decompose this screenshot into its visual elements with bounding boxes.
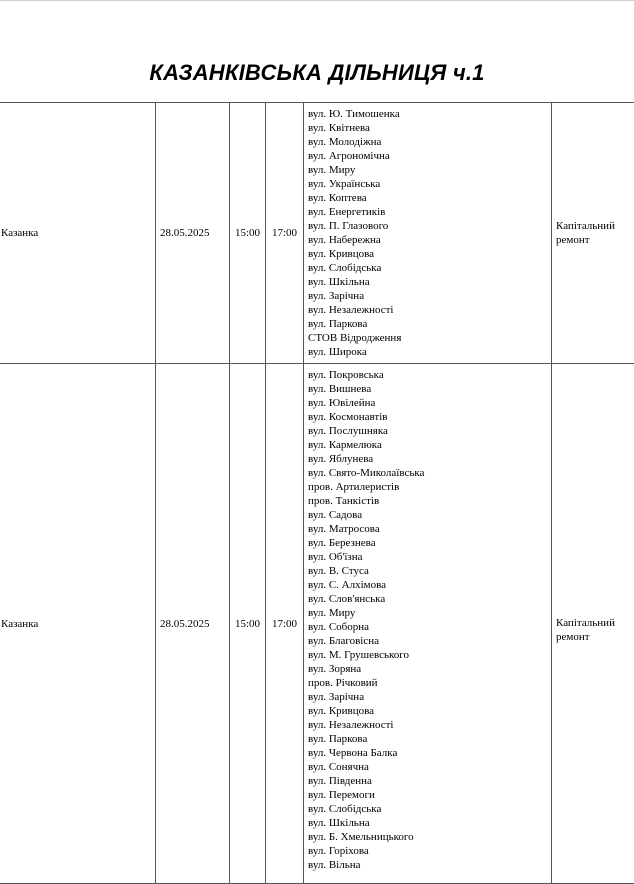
street-item: вул. Об'їзна xyxy=(308,551,363,563)
start-time-cell: 15:00 xyxy=(230,364,266,884)
street-item: вул. Свято-Миколаївська xyxy=(308,467,425,479)
page-title: КАЗАНКІВСЬКА ДІЛЬНИЦЯ ч.1 xyxy=(149,60,485,85)
settlement-cell: Казанка xyxy=(0,103,156,364)
street-item: вул. Березнева xyxy=(308,537,376,549)
street-item: вул. Коптева xyxy=(308,192,367,204)
reason-cell xyxy=(552,103,634,364)
street-item: вул. Шкільна xyxy=(308,276,370,288)
street-item: вул. Червона Балка xyxy=(308,747,398,759)
reason-line-2: ремонт xyxy=(556,234,590,246)
street-item: вул. Шкільна xyxy=(308,817,370,829)
streets-cell xyxy=(304,364,552,884)
street-item: вул. Послушняка xyxy=(308,425,388,437)
end-time-cell: 17:00 xyxy=(266,103,304,364)
streets-cell xyxy=(304,103,552,364)
street-item: вул. Покровська xyxy=(308,369,384,381)
street-item: вул. С. Алхімова xyxy=(308,579,387,591)
date-cell: 28.05.2025 xyxy=(156,364,230,884)
street-item: СТОВ Відродження xyxy=(308,332,402,344)
street-item: вул. Кривцова xyxy=(308,705,375,717)
street-item: вул. Сонячна xyxy=(308,761,369,773)
street-item: вул. Набережна xyxy=(308,234,381,246)
street-item: вул. Садова xyxy=(308,509,363,521)
street-item: вул. Зарічна xyxy=(308,691,365,703)
street-item: вул. Вільна xyxy=(308,859,361,871)
street-item: вул. Соборна xyxy=(308,621,370,633)
street-item: вул. П. Глазового xyxy=(308,220,389,232)
street-item: вул. В. Стуса xyxy=(308,565,369,577)
date-cell: 28.05.2025 xyxy=(156,103,230,364)
street-item: вул. Зарічна xyxy=(308,290,365,302)
street-item: вул. Кармелюка xyxy=(308,439,382,451)
reason-line-1: Капітальний xyxy=(556,220,615,232)
street-item: вул. Горіхова xyxy=(308,845,369,857)
street-item: вул. Зоряна xyxy=(308,663,362,675)
street-item: вул. Миру xyxy=(308,164,356,176)
street-item: вул. Незалежності xyxy=(308,719,394,731)
street-item: вул. Незалежності xyxy=(308,304,394,316)
street-item: вул. М. Грушевського xyxy=(308,649,410,661)
street-item: вул. Вишнева xyxy=(308,383,372,395)
street-item: вул. Благовісна xyxy=(308,635,380,647)
street-item: вул. Слобідська xyxy=(308,803,382,815)
street-item: вул. Агрономічна xyxy=(308,150,390,162)
street-item: вул. Слобідська xyxy=(308,262,382,274)
street-item: вул. Південна xyxy=(308,775,372,787)
street-item: вул. Українська xyxy=(308,178,381,190)
street-item: пров. Річковий xyxy=(308,677,378,689)
street-item: вул. Матросова xyxy=(308,523,380,535)
page-top-border xyxy=(0,0,634,1)
street-item: вул. Перемоги xyxy=(308,789,375,801)
street-item: вул. Паркова xyxy=(308,733,368,745)
street-item: вул. Слов'янська xyxy=(308,593,386,605)
street-item: пров. Танкістів xyxy=(308,495,380,507)
street-item: вул. Б. Хмельницького xyxy=(308,831,414,843)
street-item: вул. Яблунева xyxy=(308,453,374,465)
outage-schedule-table xyxy=(0,102,634,884)
street-item: вул. Широка xyxy=(308,346,367,358)
settlement-cell: Казанка xyxy=(0,364,156,884)
street-item: вул. Миру xyxy=(308,607,356,619)
street-item: вул. Паркова xyxy=(308,318,368,330)
street-item: пров. Артилеристів xyxy=(308,481,400,493)
street-item: вул. Енергетиків xyxy=(308,206,386,218)
end-time-cell: 17:00 xyxy=(266,364,304,884)
street-item: вул. Ю. Тимошенка xyxy=(308,108,400,120)
start-time-cell: 15:00 xyxy=(230,103,266,364)
street-item: вул. Квітнева xyxy=(308,122,370,134)
reason-cell xyxy=(552,364,634,884)
street-item: вул. Молодіжна xyxy=(308,136,382,148)
reason-line-1: Капітальний xyxy=(556,617,615,629)
reason-line-2: ремонт xyxy=(556,631,590,643)
street-item: вул. Кривцова xyxy=(308,248,375,260)
street-item: вул. Ювілейна xyxy=(308,397,376,409)
street-item: вул. Космонавтів xyxy=(308,411,388,423)
